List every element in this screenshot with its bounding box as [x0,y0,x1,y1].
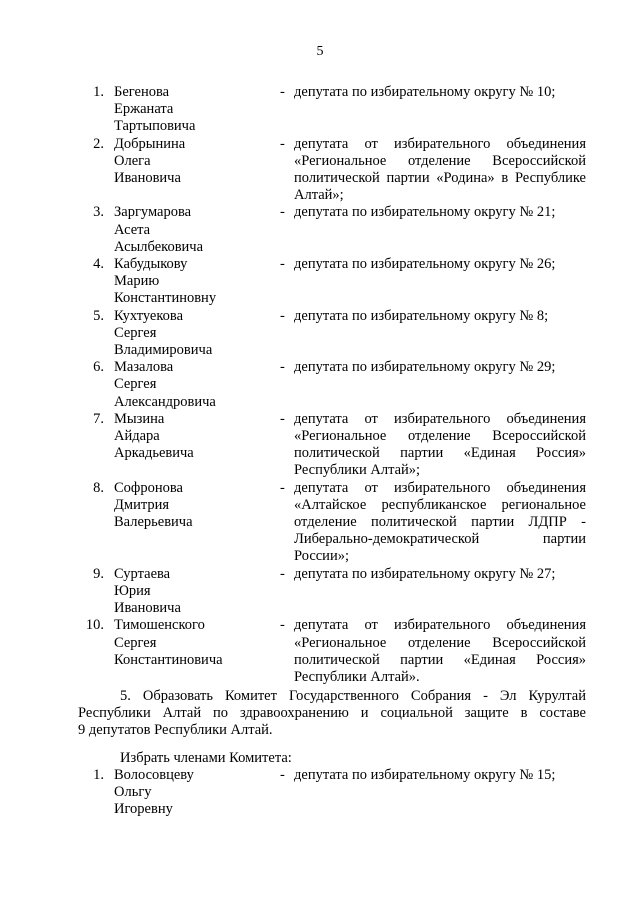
name-part: Константиновну [114,290,217,307]
description-line: «Региональное отделение Всероссийской [294,428,586,445]
name-part: Дмитрия [114,496,170,513]
list-item [78,411,586,480]
item-number: 10. [85,617,104,634]
name-part: Добрынина [114,135,186,152]
dash-separator: - [280,84,285,100]
description-line: Алтай»; [294,187,344,204]
name-part: Заргумарова [114,204,192,221]
deputy-name [114,566,280,618]
deputy-description [294,566,586,618]
description-line: депутата по избирательному округу № 21; [294,204,556,221]
deputy-name [114,359,280,411]
name-part: Кабудыкову [114,256,188,273]
description-line: депутата от избирательного объединения [294,135,586,152]
dash-separator: - [280,617,285,634]
deputy-name [114,480,280,566]
paragraph-line: Республики Алтай по здравоохранению и социальной защите в составе [78,705,586,722]
dash-separator: - [280,256,285,273]
description-line: Либерально-демократической партии [294,531,586,548]
item-number: 6. [93,359,104,376]
item-number: 8. [93,479,104,496]
item-number: 1. [93,767,104,783]
list-item [78,767,586,819]
list-item [78,84,586,136]
list-item [78,617,586,686]
elect-heading-block [78,750,586,767]
name-part: Асылбековича [114,238,204,255]
list-item [78,204,586,256]
name-part: Суртаева [114,565,171,582]
list-item [78,136,586,205]
description-line: отделение политической партии ЛДПР - [294,514,586,531]
item-number: 5. [93,307,104,324]
deputy-description [294,480,586,566]
name-part: Марию [114,273,160,290]
deputy-description [294,204,586,256]
name-part: Мызина [114,410,165,427]
name-part: Мазалова [114,359,174,376]
deputy-name [114,204,280,256]
name-part: Владимировича [114,342,213,359]
description-line: Республики Алтай». [294,668,420,685]
item-number: 9. [93,565,104,582]
dash-separator: - [280,307,285,324]
description-line: депутата по избирательному округу № 26; [294,256,556,273]
description-line: депутата от избирательного объединения [294,410,586,427]
description-line: России»; [294,548,349,565]
deputy-name [114,256,280,308]
deputy-description [294,767,586,819]
dash-separator: - [280,410,285,427]
page-number: 5 [316,44,324,59]
deputy-name [114,308,280,360]
name-part: Сергея [114,376,157,393]
description-line: депутата от избирательного объединения [294,617,586,634]
deputy-description [294,256,586,308]
dash-separator: - [280,135,285,152]
item-number: 7. [93,410,104,427]
dash-separator: - [280,767,285,783]
name-part: Олега [114,152,151,169]
description-line: депутата по избирательному округу № 15; [294,767,556,783]
name-part: Тартыповича [114,118,196,135]
name-part: Игоревну [114,801,173,818]
name-part: Ольгу [114,784,152,801]
list-item [78,480,586,566]
name-part: Ивановича [114,600,181,617]
name-part: Ержаната [114,101,174,118]
elect-heading: Избрать членами Комитета: [120,750,292,766]
description-line: депутата по избирательному округу № 8; [294,307,549,324]
deputy-name [114,411,280,480]
description-line: политической партии «Единая Россия» [294,651,586,668]
name-part: Сергея [114,324,157,341]
list-item [78,308,586,360]
description-line: «Региональное отделение Всероссийской [294,152,586,169]
dash-separator: - [280,204,285,221]
deputy-name [114,767,280,819]
name-part: Кухтуекова [114,307,184,324]
dash-separator: - [280,479,285,496]
deputy-name [114,84,280,136]
name-part: Софронова [114,479,183,496]
deputy-description [294,359,586,411]
name-part: Константиновича [114,651,223,668]
name-part: Ивановича [114,170,181,187]
deputy-description [294,411,586,480]
deputy-description [294,308,586,360]
name-part: Валерьевича [114,514,193,531]
name-part: Асета [114,221,151,238]
item-number: 4. [93,256,104,273]
name-part: Тимошенского [114,617,205,634]
description-line: «Алтайское республиканское региональное [294,496,586,513]
deputy-description [294,617,586,686]
item-number: 3. [93,204,104,221]
description-line: депутата от избирательного объединения [294,479,586,496]
description-line: депутата по избирательному округу № 27; [294,565,556,582]
description-line: Республики Алтай»; [294,462,421,479]
description-line: депутата по избирательному округу № 29; [294,359,556,376]
description-line: политической партии «Родина» в Республике [294,170,586,187]
dash-separator: - [280,359,285,376]
item-number: 1. [93,84,104,100]
description-line: политической партии «Единая Россия» [294,445,586,462]
name-part: Айдара [114,428,160,445]
description-line: «Региональное отделение Всероссийской [294,634,586,651]
description-line: депутата по избирательному округу № 10; [294,84,556,100]
name-part: Юрия [114,582,151,599]
list-item [78,359,586,411]
deputy-description [294,84,586,136]
list-item [78,566,586,618]
paragraph-line: 5. Образовать Комитет Государственного Собрания - Эл Курултай [120,688,586,704]
name-part: Сергея [114,634,157,651]
paragraph-5 [78,688,586,740]
list-item [78,256,586,308]
name-part: Аркадьевича [114,445,194,462]
item-number: 2. [93,135,104,152]
name-part: Волосовцеву [114,767,194,783]
name-part: Бегенова [114,84,170,100]
dash-separator: - [280,565,285,582]
name-part: Александровича [114,393,216,410]
deputy-description [294,136,586,205]
deputy-name [114,136,280,205]
deputy-name [114,617,280,686]
deputies-list [78,84,586,686]
committee-members-list [78,767,586,819]
paragraph-line: 9 депутатов Республики Алтай. [78,722,273,739]
